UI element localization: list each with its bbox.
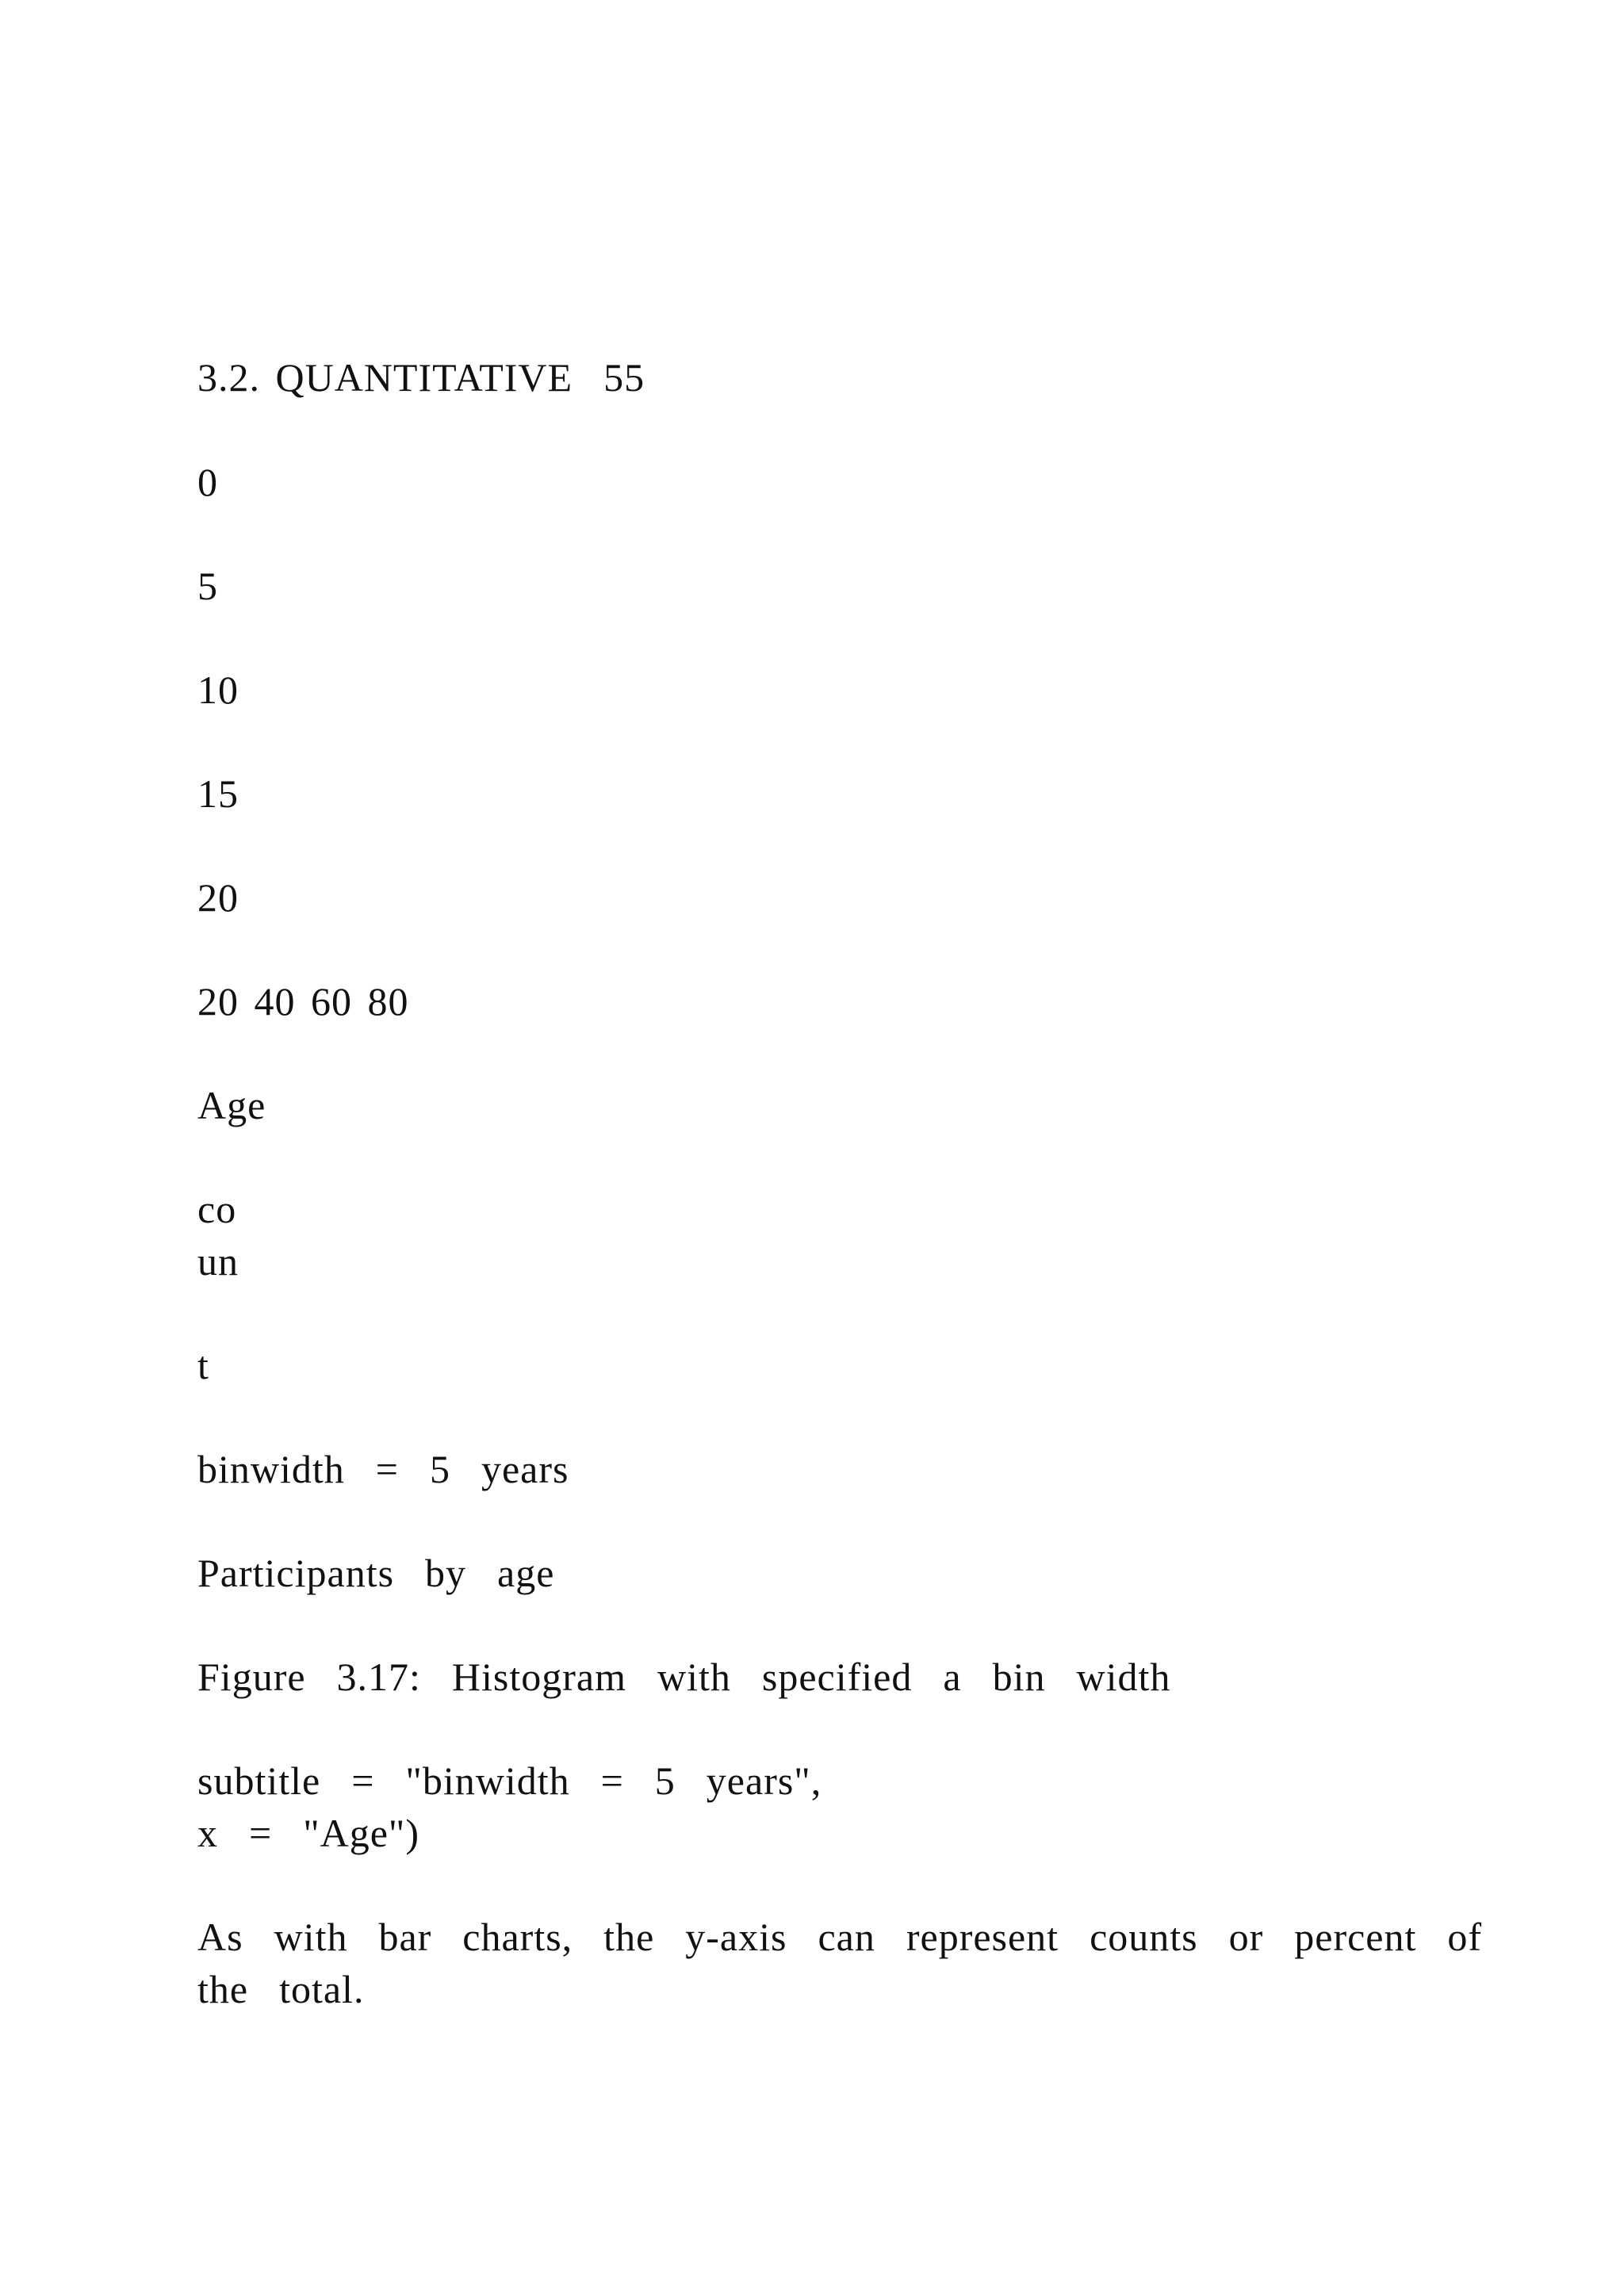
x-ticks: 20 40 60 80 xyxy=(197,979,409,1024)
y-axis-label-part-1: co xyxy=(197,1187,237,1231)
y-tick-20: 20 xyxy=(197,875,239,920)
paragraph-line-1: As with bar charts, the y-axis can represent counts or percent of xyxy=(197,1915,1483,1959)
code-line-subtitle: subtitle = "binwidth = 5 years", xyxy=(197,1758,822,1803)
y-tick-5: 5 xyxy=(197,564,218,608)
running-header: 3.2. QUANTITATIVE 55 xyxy=(197,355,645,400)
paragraph-line-2: the total. xyxy=(197,1967,365,2011)
plot-title: Participants by age xyxy=(197,1551,555,1595)
y-tick-15: 15 xyxy=(197,771,239,816)
figure-caption: Figure 3.17: Histogram with specified a bin width xyxy=(197,1655,1171,1699)
y-axis-label-part-2: un xyxy=(197,1239,239,1284)
x-axis-label: Age xyxy=(197,1083,266,1127)
y-tick-0: 0 xyxy=(197,460,218,504)
code-line-x: x = "Age") xyxy=(197,1811,419,1855)
y-axis-label-part-3: t xyxy=(197,1343,209,1387)
plot-subtitle: binwidth = 5 years xyxy=(197,1447,569,1491)
y-tick-10: 10 xyxy=(197,668,239,712)
